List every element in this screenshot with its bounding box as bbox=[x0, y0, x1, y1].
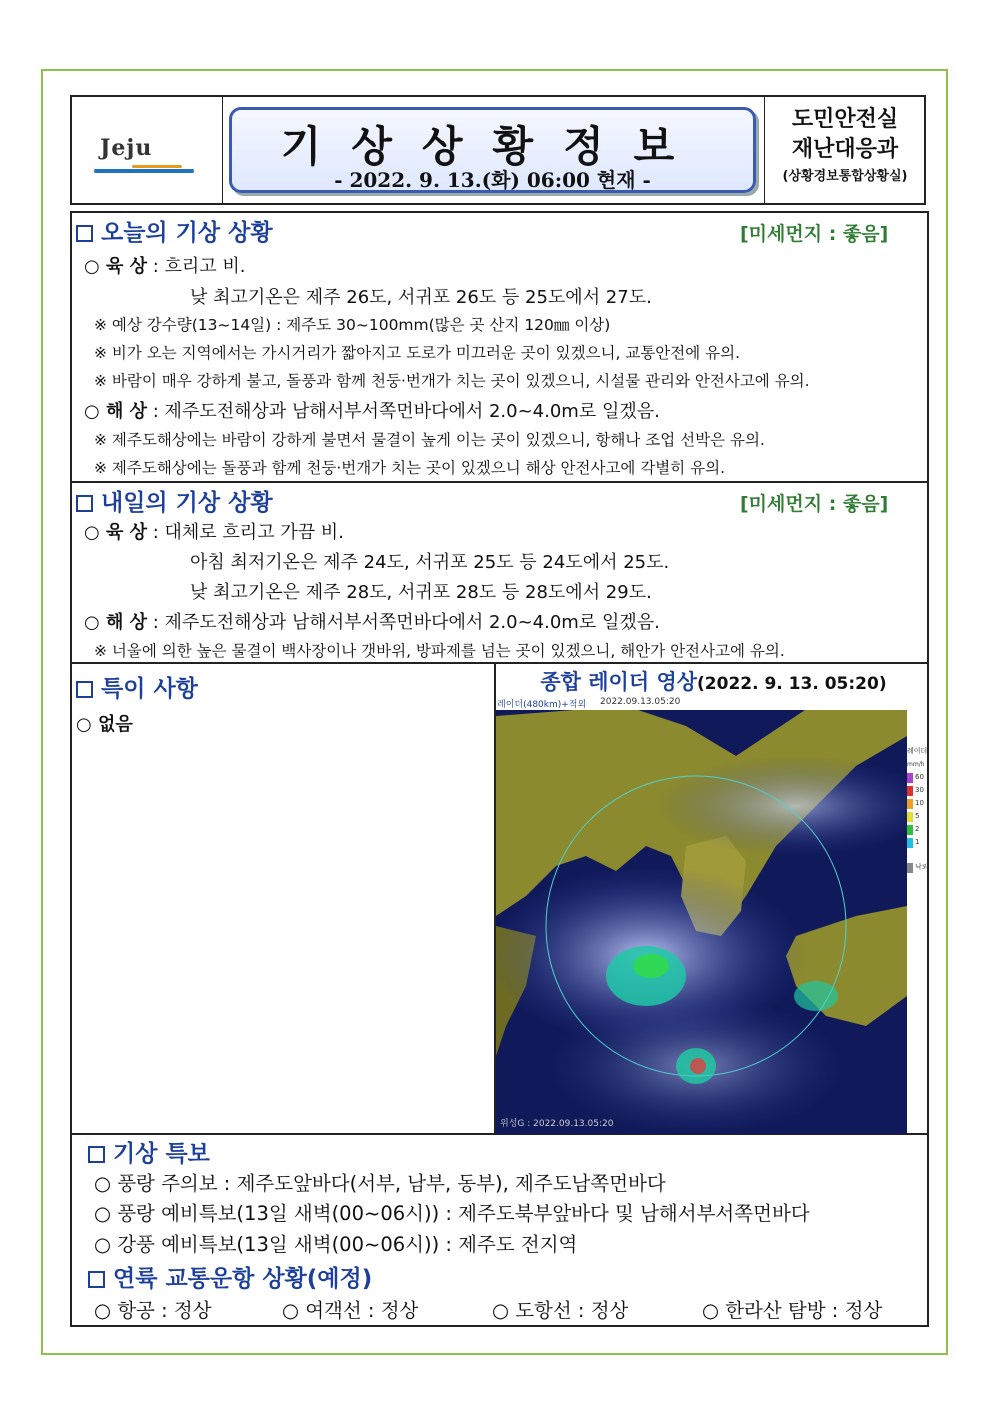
tomorrow-heading: 내일의 기상 상황 bbox=[76, 484, 273, 517]
checkbox-icon bbox=[76, 495, 93, 512]
org-office: (상황경보통합상황실) bbox=[782, 169, 908, 184]
warning-item: ○ 풍랑 예비특보(13일 새벽(00~06시)) : 제주도북부앞바다 및 남해서부서쪽먼바다 bbox=[94, 1202, 810, 1225]
transport-air: ○ 항공 : 정상 bbox=[94, 1299, 212, 1322]
warning-item: ○ 강풍 예비특보(13일 새벽(00~06시)) : 제주도 전지역 bbox=[94, 1233, 578, 1256]
tomorrow-sea: ○ 해 상 : 제주도전해상과 남해서부서쪽먼바다에서 2.0~4.0m로 일겠음. bbox=[84, 612, 660, 633]
org-department: 도민안전실 bbox=[791, 107, 899, 132]
tomorrow-max-temp: 낮 최고기온은 제주 28도, 서귀포 28도 등 28도에서 29도. bbox=[190, 582, 652, 603]
tomorrow-min-temp: 아침 최저기온은 제주 24도, 서귀포 25도 등 24도에서 25도. bbox=[190, 552, 670, 573]
warnings-heading: 기상 특보 bbox=[88, 1135, 210, 1168]
organization bbox=[764, 97, 925, 203]
checkbox-icon bbox=[76, 225, 93, 242]
radar-caption-time: 2022.09.13.05:20 bbox=[600, 697, 681, 707]
today-heading: 오늘의 기상 상황 bbox=[76, 214, 273, 247]
transport-hallasan: ○ 한라산 탐방 : 정상 bbox=[702, 1299, 883, 1322]
today-sea: ○ 해 상 : 제주도전해상과 남해서부서쪽먼바다에서 2.0~4.0m로 일겠음. bbox=[84, 401, 660, 422]
special-item: ○ 없음 bbox=[76, 714, 133, 735]
logo-text: Jeju bbox=[100, 135, 153, 161]
today-land-temp: 낮 최고기온은 제주 26도, 서귀포 26도 등 25도에서 27도. bbox=[190, 287, 652, 308]
today-note-visibility: ※ 비가 오는 지역에서는 가시거리가 짧아지고 도로가 미끄러운 곳이 있겠으니, 교통안전에 유의. bbox=[94, 344, 741, 362]
radar-legend: 레이더 mm/h 60 30 10 5 2 1 낙뢰 bbox=[907, 747, 929, 871]
radar-map bbox=[496, 696, 907, 1134]
radar-title: 종합 레이더 영상(2022. 9. 13. 05:20) bbox=[540, 670, 887, 694]
org-division: 재난대응과 bbox=[791, 137, 899, 162]
today-note-sea2: ※ 제주도해상에는 돌풍과 함께 천둥·번개가 치는 곳이 있겠으니 해상 안전사고에 각별히 유의. bbox=[94, 459, 726, 477]
transport-ferry: ○ 여객선 : 정상 bbox=[282, 1299, 419, 1322]
checkbox-icon bbox=[88, 1271, 105, 1288]
today-dust: [미세먼지 : 좋음] bbox=[740, 223, 889, 245]
tomorrow-land: ○ 육 상 : 대체로 흐리고 가끔 비. bbox=[84, 522, 344, 543]
radar-caption: 레이더(480km)+적외 bbox=[497, 700, 587, 710]
title-box bbox=[229, 107, 756, 193]
warning-item: ○ 풍랑 주의보 : 제주도앞바다(서부, 남부, 동부), 제주도남쪽먼바다 bbox=[94, 1172, 666, 1195]
tomorrow-note-swell: ※ 너울에 의한 높은 물결이 백사장이나 갯바위, 방파제를 넘는 곳이 있겠으니, 해안가 안전사고에 유의. bbox=[94, 642, 785, 660]
report-date: - 2022. 9. 13.(화) 06:00 현재 - bbox=[334, 168, 651, 192]
checkbox-icon bbox=[76, 681, 93, 698]
jeju-logo bbox=[72, 97, 223, 203]
checkbox-icon bbox=[88, 1146, 105, 1163]
radar-image bbox=[496, 696, 907, 1134]
today-note-sea1: ※ 제주도해상에는 바람이 강하게 불면서 물결이 높게 이는 곳이 있겠으니, 항해나 조업 선박은 유의. bbox=[94, 431, 765, 449]
page-title: 기상상황정보 bbox=[280, 122, 705, 171]
special-heading: 특이 사항 bbox=[76, 670, 198, 703]
tomorrow-dust: [미세먼지 : 좋음] bbox=[740, 493, 889, 515]
transport-heading: 연륙 교통운항 상황(예정) bbox=[88, 1260, 372, 1293]
document-header bbox=[70, 95, 926, 205]
today-note-rain: ※ 예상 강수량(13~14일) : 제주도 30~100mm(많은 곳 산지 120㎜ 이상) bbox=[94, 316, 611, 334]
radar-footer: 위성G : 2022.09.13.05:20 bbox=[500, 1119, 614, 1129]
today-land: ○ 육 상 : 흐리고 비. bbox=[84, 256, 246, 277]
transport-island-ferry: ○ 도항선 : 정상 bbox=[492, 1299, 629, 1322]
today-note-wind: ※ 바람이 매우 강하게 불고, 돌풍과 함께 천둥·번개가 치는 곳이 있겠으니, 시설물 관리와 안전사고에 유의. bbox=[94, 372, 810, 390]
